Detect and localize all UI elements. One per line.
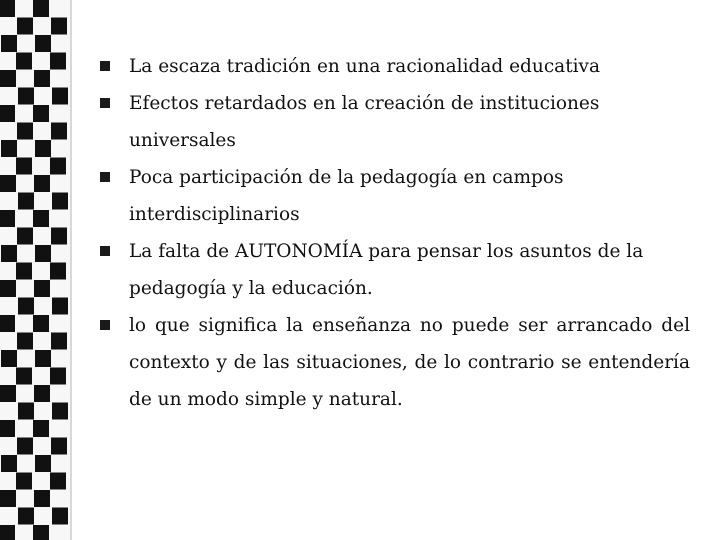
checker-square bbox=[1, 35, 17, 52]
square-bullet-icon bbox=[100, 98, 110, 108]
checker-square bbox=[18, 88, 34, 105]
checkered-decoration-strip bbox=[0, 0, 72, 540]
bullet-text: La falta de AUTONOMÍA para pensar los asuntos de la pedagogía y la educación. bbox=[129, 241, 644, 299]
checker-square bbox=[16, 158, 32, 175]
bullet-item bbox=[100, 233, 690, 307]
checker-square bbox=[0, 490, 16, 507]
checker-square bbox=[51, 438, 67, 455]
checker-square bbox=[0, 385, 16, 402]
checker-square bbox=[50, 473, 66, 490]
checker-square bbox=[35, 140, 51, 157]
checker-square bbox=[35, 245, 51, 262]
checker-square bbox=[50, 368, 66, 385]
checker-square bbox=[34, 280, 50, 297]
checker-square bbox=[1, 455, 17, 472]
checker-square bbox=[52, 298, 68, 315]
checker-square bbox=[17, 228, 33, 245]
bullet-text: Poca participación de la pedagogía en campos interdisciplinarios bbox=[129, 167, 564, 225]
checker-square bbox=[0, 280, 16, 297]
checker-square bbox=[16, 473, 32, 490]
checker-square bbox=[50, 158, 66, 175]
checker-square bbox=[0, 210, 15, 227]
checker-square bbox=[52, 403, 68, 420]
checker-square bbox=[16, 263, 32, 280]
checker-square bbox=[52, 508, 68, 525]
checker-square bbox=[1, 245, 17, 262]
slide-content bbox=[100, 48, 690, 418]
square-bullet-icon bbox=[100, 246, 110, 256]
checker-square bbox=[18, 298, 34, 315]
square-bullet-icon bbox=[100, 320, 110, 330]
checker-square bbox=[33, 420, 49, 437]
checker-square bbox=[0, 420, 15, 437]
checker-square bbox=[16, 53, 32, 70]
checker-square bbox=[51, 123, 67, 140]
bullet-text: Efectos retardados en la creación de instituciones universales bbox=[129, 93, 600, 151]
vertical-divider bbox=[70, 0, 72, 540]
bullet-item bbox=[100, 48, 690, 85]
checkered-pattern-graphic bbox=[0, 0, 72, 540]
checker-square bbox=[34, 175, 50, 192]
bullet-text: La escaza tradición en una racionalidad educativa bbox=[129, 56, 601, 77]
checker-square bbox=[17, 123, 33, 140]
checker-square bbox=[0, 0, 15, 17]
checker-square bbox=[17, 18, 33, 35]
checker-square bbox=[33, 210, 49, 227]
checker-square bbox=[17, 438, 33, 455]
checker-square bbox=[0, 105, 15, 122]
bullet-text: lo que significa la enseñanza no puede ser arrancado del contexto y de las situaciones, de lo contrario se entendería de un modo simple y natural. bbox=[129, 315, 690, 410]
bullet-list bbox=[100, 48, 690, 418]
checker-square bbox=[50, 263, 66, 280]
checker-square bbox=[52, 88, 68, 105]
bullet-item bbox=[100, 85, 690, 159]
bullet-item bbox=[100, 159, 690, 233]
checker-square bbox=[51, 18, 67, 35]
checker-square bbox=[33, 525, 49, 540]
checker-square bbox=[34, 385, 50, 402]
checker-square bbox=[34, 490, 50, 507]
checker-square bbox=[33, 105, 49, 122]
square-bullet-icon bbox=[100, 61, 110, 71]
bullet-item bbox=[100, 307, 690, 418]
checker-square bbox=[33, 0, 49, 17]
checker-square bbox=[51, 333, 67, 350]
checker-square bbox=[16, 368, 32, 385]
checker-square bbox=[0, 175, 16, 192]
checker-square bbox=[35, 35, 51, 52]
checker-square bbox=[18, 508, 34, 525]
checker-square bbox=[51, 228, 67, 245]
checker-square bbox=[50, 53, 66, 70]
checker-square bbox=[52, 193, 68, 210]
checker-square bbox=[0, 525, 15, 540]
checker-square bbox=[17, 333, 33, 350]
checker-square bbox=[35, 455, 51, 472]
checker-square bbox=[33, 315, 49, 332]
checker-square bbox=[34, 70, 50, 87]
checker-square bbox=[1, 350, 17, 367]
checker-square bbox=[35, 350, 51, 367]
square-bullet-icon bbox=[100, 172, 110, 182]
checker-square bbox=[1, 140, 17, 157]
checker-square bbox=[0, 315, 15, 332]
checker-square bbox=[18, 193, 34, 210]
checker-square bbox=[18, 403, 34, 420]
checker-square bbox=[0, 70, 16, 87]
